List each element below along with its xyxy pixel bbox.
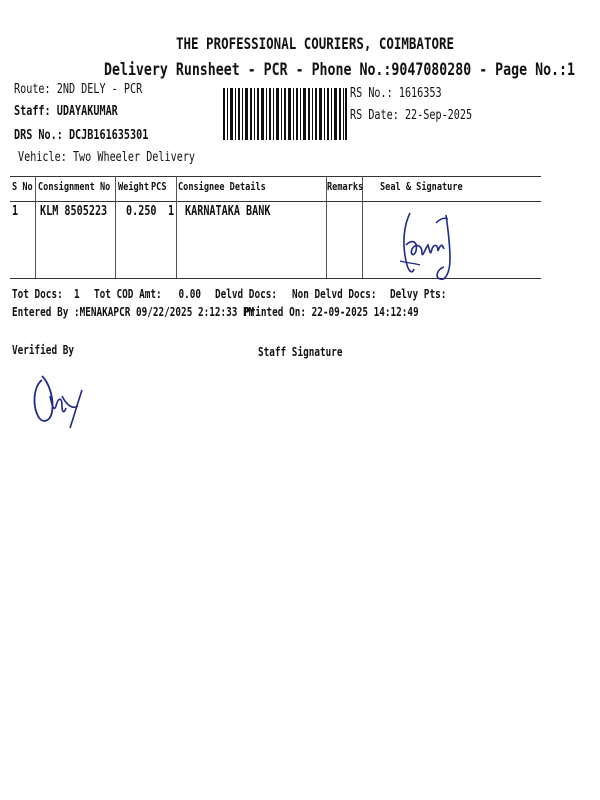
header-seal-signature: Seal & Signature <box>380 180 463 193</box>
cell-weight: 0.250 <box>126 204 157 219</box>
header-pcs: PCS <box>151 180 167 193</box>
total-cod-amount: Tot COD Amt: 0.00 <box>94 287 202 301</box>
col-divider-3 <box>176 176 177 278</box>
receiver-signature <box>392 205 462 285</box>
header-weight: Weight <box>118 180 150 193</box>
verified-by-label: Verified By <box>12 343 74 357</box>
table-top-border <box>10 176 541 177</box>
staff-text: Staff: UDAYAKUMAR <box>14 104 118 119</box>
table-header-border <box>10 201 541 202</box>
company-title: THE PROFESSIONAL COURIERS, COIMBATORE <box>176 34 455 53</box>
barcode <box>223 88 347 140</box>
header-consignee: Consignee Details <box>178 180 266 193</box>
delivered-docs: Delvd Docs: <box>215 287 277 301</box>
sheet-title: Delivery Runsheet - PCR - Phone No.:9047080280 - Page No.:1 <box>104 60 576 80</box>
header-remarks: Remarks <box>327 180 364 193</box>
staff-signature-label: Staff Signature <box>258 345 343 359</box>
cell-pcs: 1 <box>168 204 175 219</box>
total-docs: Tot Docs: 1 <box>12 287 80 301</box>
route-text: Route: 2ND DELY - PCR <box>14 82 143 97</box>
entered-by: Entered By :MENAKAPCR 09/22/2025 2:12:33 PM <box>12 305 255 319</box>
cell-sno: 1 <box>12 204 19 219</box>
printed-on: Printed On: 22-09-2025 14:12:49 <box>244 305 419 319</box>
delivery-points: Delvy Pts: <box>390 287 447 301</box>
drs-number: DRS No.: DCJB161635301 <box>14 128 149 143</box>
rs-number: RS No.: 1616353 <box>350 86 442 101</box>
vehicle-text: Vehicle: Two Wheeler Delivery <box>18 150 196 165</box>
cell-consignee: KARNATAKA BANK <box>185 204 271 219</box>
rs-date: RS Date: 22-Sep-2025 <box>350 108 473 123</box>
header-sno: S No <box>12 180 33 193</box>
header-consignment: Consignment No <box>38 180 111 193</box>
non-delivered-docs: Non Delvd Docs: <box>292 287 377 301</box>
verifier-signature <box>28 366 88 430</box>
cell-consignment-no: KLM 8505223 <box>40 204 108 219</box>
